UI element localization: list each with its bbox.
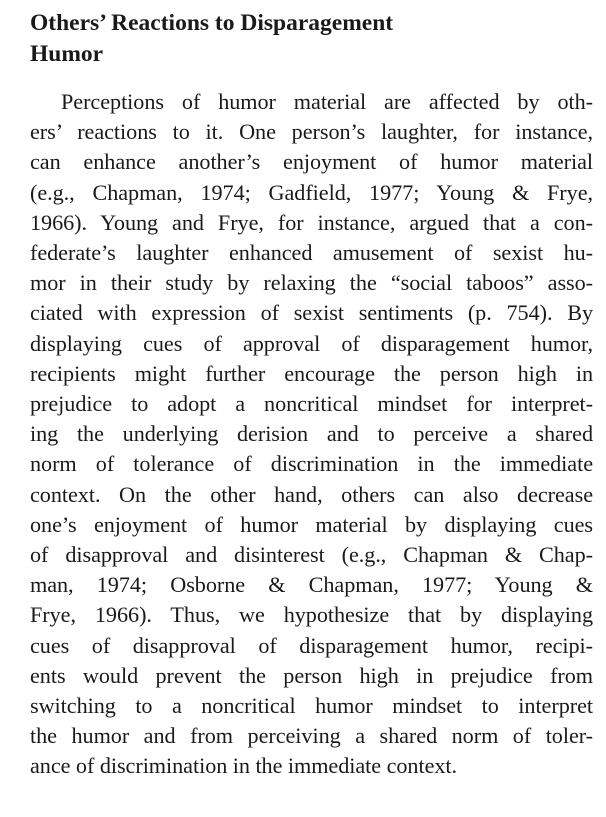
paragraph-line: (e.g., Chapman, 1974; Gadfield, 1977; Young & Frye, — [30, 179, 593, 205]
paragraph-line: ing the underlying derision and to perceive a shared — [30, 421, 593, 447]
paragraph-line: switching to a noncritical humor mindset to interpret — [30, 693, 593, 719]
paragraph-line: federate’s laughter enhanced amusement of sexist hu- — [30, 240, 593, 266]
paragraph-line: Perceptions of humor material are affected by oth- — [61, 89, 593, 114]
paragraph-line: man, 1974; Osborne & Chapman, 1977; Young & — [30, 572, 593, 598]
paragraph-line: 1966). Young and Frye, for instance, argued that a con- — [30, 209, 593, 235]
page — [30, 8, 593, 782]
paragraph-line: of disapproval and disinterest (e.g., Chapman & Chap- — [30, 542, 593, 568]
paragraph-line: Frye, 1966). Thus, we hypothesize that by displaying — [30, 602, 593, 628]
paragraph-line: can enhance another’s enjoyment of humor material — [30, 149, 593, 175]
paragraph-line: ents would prevent the person high in prejudice from — [30, 662, 593, 688]
paragraph-line: displaying cues of approval of disparagement humor, — [30, 330, 593, 356]
paragraph-line: ciated with expression of sexist sentiments (p. 754). By — [30, 300, 593, 326]
section-heading: Others’ Reactions to Disparagement Humor — [30, 10, 394, 67]
body-paragraph — [30, 87, 593, 782]
paragraph-line: norm of tolerance of discrimination in the immediate — [30, 451, 593, 477]
paragraph-line: the humor and from perceiving a shared norm of toler- — [30, 723, 593, 749]
paragraph-line: prejudice to adopt a noncritical mindset for interpret- — [30, 391, 593, 417]
paragraph-line: mor in their study by relaxing the “social taboos” asso- — [30, 270, 593, 296]
paragraph-line: one’s enjoyment of humor material by displaying cues — [30, 511, 593, 537]
paragraph-line: recipients might further encourage the person high in — [30, 360, 593, 386]
paragraph-line: cues of disapproval of disparagement humor, recipi- — [30, 632, 593, 658]
paragraph-line: ers’ reactions to it. One person’s laughter, for instance, — [30, 119, 593, 145]
paragraph-line: ance of discrimination in the immediate context. — [30, 753, 458, 779]
paragraph-line: context. On the other hand, others can also decrease — [30, 481, 593, 507]
